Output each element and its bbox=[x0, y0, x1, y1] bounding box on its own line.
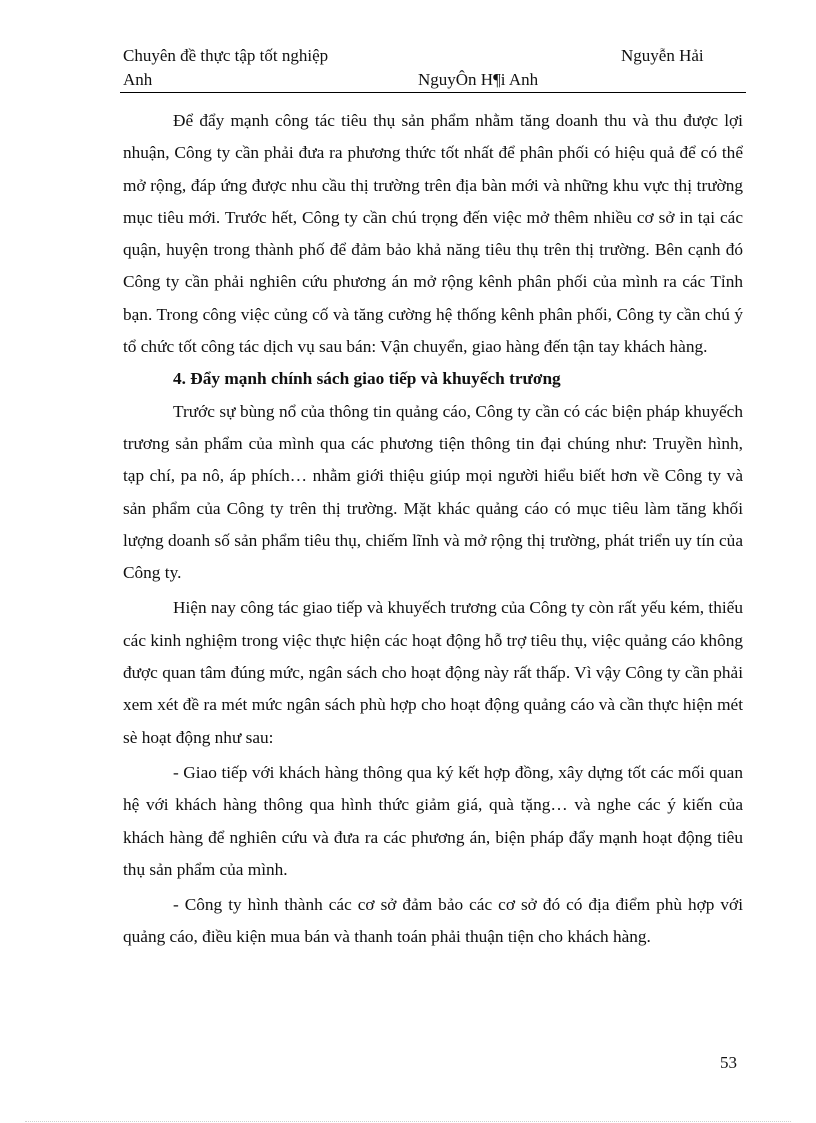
header-title: Chuyên đề thực tập tốt nghiệp bbox=[123, 46, 329, 65]
paragraph: Hiện nay công tác giao tiếp và khuyếch trương của Công ty còn rất yếu kém, thiếu các kinh nghiệm trong việc thực hiện các hoạt động hỗ trợ tiêu thụ, việc quảng cáo không được quan tâm đúng mức, ngân sách cho hoạt động này rất thấp. Vì vậy Công ty cần phải xem xét đề ra mét mức ngân sách phù hợp cho hoạt động quảng cáo và cần thực hiện mét sè hoạt động như sau: bbox=[123, 598, 743, 747]
header-author: Nguyễn Hải bbox=[621, 46, 704, 65]
header-divider bbox=[120, 92, 746, 93]
bottom-divider bbox=[25, 1121, 791, 1122]
header-author-garbled: NguyÔn H¶i Anh bbox=[418, 70, 539, 89]
section-heading: 4. Đẩy mạnh chính sách giao tiếp và khuyếch trương bbox=[173, 369, 561, 389]
header-author-continued: Anh bbox=[123, 70, 153, 89]
bullet-paragraph: - Giao tiếp với khách hàng thông qua ký kết hợp đồng, xây dựng tốt các mối quan hệ với khách hàng thông qua hình thức giảm giá, quà tặng… và nghe các ý kiến của khách hàng để nghiên cứu và đưa ra các phương án, biện pháp đẩy mạnh hoạt động tiêu thụ sản phẩm của mình. bbox=[123, 762, 743, 879]
page-number: 53 bbox=[720, 1053, 737, 1072]
bullet-paragraph: - Công ty hình thành các cơ sở đảm bảo các cơ sở đó có địa điểm phù hợp với quảng cáo, điều kiện mua bán và thanh toán phải thuận tiện cho khách hàng. bbox=[123, 895, 743, 947]
paragraph: Để đẩy mạnh công tác tiêu thụ sản phẩm nhằm tăng doanh thu và thu được lợi nhuận, Công ty cần phải đưa ra phương thức tốt nhất để phân phối có hiệu quả để có thể mở rộng, đáp ứng được nhu cầu thị trường trên địa bàn mới và những khu vực thị trường mục tiêu mới. Trước hết, Công ty cần chú trọng đến việc mở thêm nhiều cơ sở in tại các quận, huyện trong thành phố để đảm bảo khả năng tiêu thụ trên thị trường. Bên cạnh đó Công ty cần phải nghiên cứu phương án mở rộng kênh phân phối của mình ra các Tỉnh bạn. Trong công việc củng cố và tăng cường hệ thống kênh phân phối, Công ty cần chú ý tổ chức tốt công tác dịch vụ sau bán: Vận chuyển, giao hàng đến tận tay khách hàng. bbox=[123, 111, 743, 357]
paragraph: Trước sự bùng nổ của thông tin quảng cáo, Công ty cần có các biện pháp khuyếch trương sản phẩm của mình qua các phương tiện thông tin đại chúng như: Truyền hình, tạp chí, pa nô, áp phích… nhằm giới thiệu giúp mọi người hiểu biết hơn về Công ty và sản phẩm của Công ty trên thị trường. Mặt khác quảng cáo có mục tiêu làm tăng khối lượng doanh số sản phẩm tiêu thụ, chiếm lĩnh và mở rộng thị trường, phát triển uy tín của Công ty. bbox=[123, 401, 743, 583]
document-body bbox=[123, 105, 743, 954]
